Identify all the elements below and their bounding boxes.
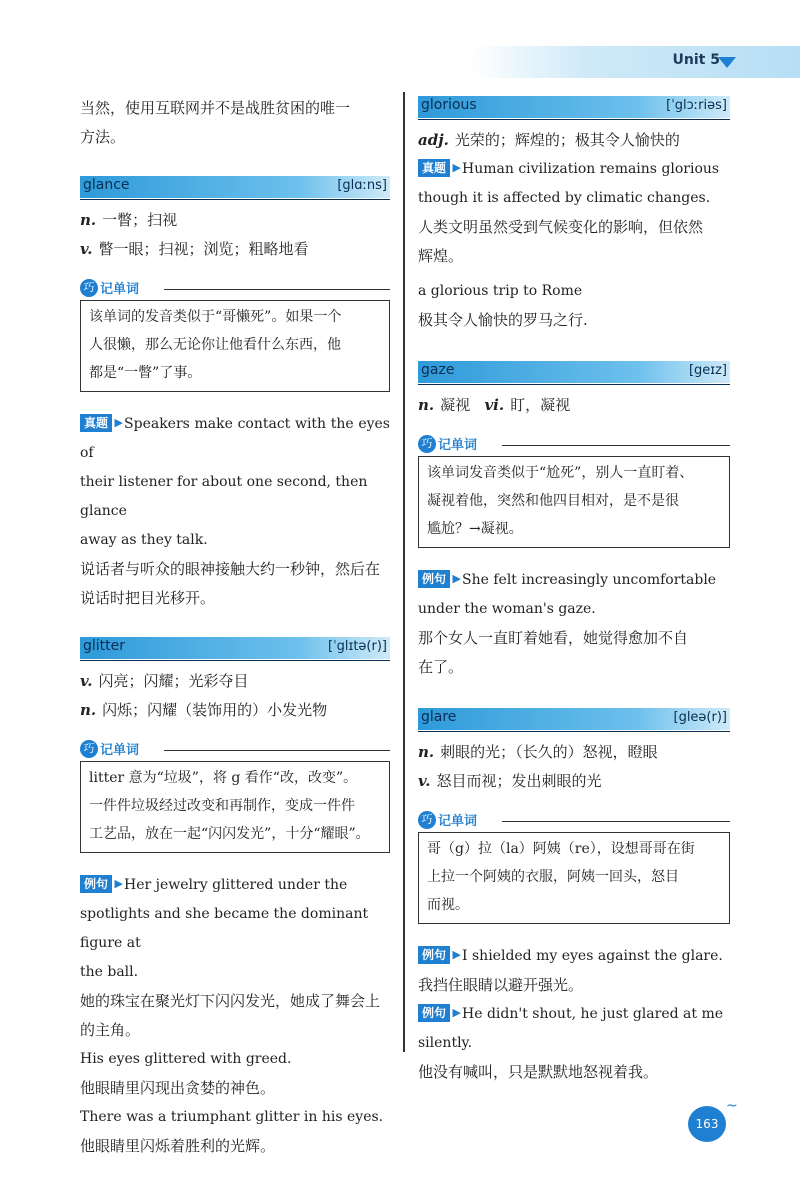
- part-of-speech: v.: [418, 772, 431, 790]
- phonetic: [ˈglɪtə(r)]: [328, 639, 387, 654]
- intro-line: 当然，使用互联网并不是战胜贫困的唯一: [80, 99, 351, 117]
- memory-tip: [418, 810, 730, 924]
- example-zh: 他没有喊叫，只是默默地怒视着我。: [418, 1063, 659, 1081]
- definition-text: 盯，凝视: [510, 396, 571, 414]
- memo-badge-icon: 巧: [418, 811, 436, 829]
- headword-glitter: [80, 637, 390, 659]
- memo-title-rule: [164, 289, 390, 290]
- example-en: though it is affected by climatic changes.: [418, 190, 711, 206]
- part-of-speech: n.: [80, 701, 97, 719]
- definition-text: 凝视: [440, 396, 471, 414]
- memo-line: 一件件垃圾经过改变和再制作，变成一件件: [89, 798, 355, 814]
- headword-glare: [418, 708, 730, 730]
- definition-text: 怒目而视；发出刺眼的光: [436, 772, 602, 790]
- example-text: He didn't shout, he just glared at me: [462, 1006, 724, 1022]
- memo-badge-icon: 巧: [80, 740, 98, 758]
- memo-line: 哥（g）拉（la）阿姨（re），设想哥哥在街: [427, 841, 695, 857]
- memo-title-text: 记单词: [438, 814, 478, 829]
- definition-text: 刺眼的光；（长久的）怒视，瞪眼: [440, 743, 658, 761]
- exam-tag: 真题 ▶: [80, 414, 112, 432]
- memo-line: 都是“一瞥”了事。: [89, 365, 202, 381]
- headword-text: glitter: [83, 638, 126, 654]
- headword-text: glance: [83, 177, 130, 193]
- headword-glorious: [418, 96, 730, 118]
- headword-gaze: [418, 361, 730, 383]
- memo-line: 而视。: [427, 897, 469, 913]
- definition: [80, 667, 390, 696]
- example-zh: 在了。: [418, 658, 464, 676]
- memory-tip: [418, 434, 730, 548]
- headword-text: glorious: [421, 97, 477, 113]
- column-divider: [403, 92, 405, 1052]
- example-tag: 例句 ▶: [418, 1004, 450, 1022]
- page-number: 163: [688, 1106, 726, 1142]
- memo-title-text: 记单词: [438, 438, 478, 453]
- example-text: Her jewelry glittered under the: [124, 877, 348, 893]
- example-zh: 辉煌。: [418, 247, 464, 265]
- headword-text: gaze: [421, 362, 455, 378]
- memory-tip-title: [418, 810, 730, 832]
- example-tag: 例句 ▶: [418, 570, 450, 588]
- left-column: [80, 94, 390, 1161]
- phonetic: [ˈglɔːriəs]: [666, 98, 727, 113]
- example-zh: 她的珠宝在聚光灯下闪闪发光，她成了舞会上: [80, 992, 381, 1010]
- example-en: [418, 155, 730, 184]
- memo-line: 人很懒，那么无论你让他看什么东西，他: [89, 337, 341, 353]
- example-text: Human civilization remains glorious: [462, 161, 720, 177]
- part-of-speech: n.: [418, 743, 435, 761]
- definition-text: 瞥一眼；扫视；浏览；粗略地看: [98, 240, 309, 258]
- memory-tip-box: [418, 456, 730, 548]
- example-en: There was a triumphant glitter in his eyes.: [80, 1109, 384, 1125]
- phrase-en: a glorious trip to Rome: [418, 283, 583, 299]
- phonetic: [gleə(r)]: [673, 710, 727, 725]
- example-tag: 例句 ▶: [418, 946, 450, 964]
- example-zh: 他眼睛里闪现出贪婪的神色。: [80, 1079, 276, 1097]
- memo-title-rule: [502, 821, 730, 822]
- example-en: [80, 871, 390, 900]
- unit-header-tab: [470, 46, 800, 78]
- definition: [80, 206, 390, 235]
- unit-chevron-icon: [718, 57, 736, 68]
- example-en: silently.: [418, 1035, 473, 1051]
- part-of-speech: vi.: [484, 396, 505, 414]
- definition: [418, 126, 730, 155]
- memory-tip: [80, 278, 390, 392]
- example-en: [418, 942, 730, 971]
- definition-text: 闪烁；闪耀（装饰用的）小发光物: [102, 701, 328, 719]
- definition-text: 一瞥；扫视: [102, 211, 178, 229]
- intro-line: 方法。: [80, 128, 126, 146]
- headword-text: glare: [421, 709, 457, 725]
- part-of-speech: v.: [80, 240, 93, 258]
- memo-line: 该单词发音类似于“尬死”，别人一直盯着、: [427, 465, 694, 481]
- definition: [418, 738, 730, 767]
- phonetic: [glɑːns]: [337, 178, 387, 193]
- memo-title-rule: [502, 445, 730, 446]
- example-text: Speakers make contact with the eyes of: [80, 416, 390, 461]
- example-tag: 例句 ▶: [80, 875, 112, 893]
- definition-text: 光荣的；辉煌的；极其令人愉快的: [454, 131, 680, 149]
- memo-title-rule: [164, 750, 390, 751]
- example-zh: 的主角。: [80, 1021, 141, 1039]
- memory-tip-box: [80, 761, 390, 853]
- example-en: [80, 410, 390, 468]
- example-zh: 说话时把目光移开。: [80, 589, 216, 607]
- memory-tip-box: [418, 832, 730, 924]
- phonetic: [geɪz]: [688, 363, 727, 378]
- memo-line: 尴尬？→凝视。: [427, 521, 523, 537]
- definition: [80, 696, 390, 725]
- example-text: She felt increasingly uncomfortable: [462, 572, 717, 588]
- headword-glance: [80, 176, 390, 198]
- example-en: the ball.: [80, 964, 139, 980]
- example-en: [418, 1000, 730, 1029]
- phrase-zh: 极其令人愉快的罗马之行.: [418, 311, 588, 329]
- example-zh: 那个女人一直盯着她看，她觉得愈加不自: [418, 629, 689, 647]
- memory-tip-title: [80, 739, 390, 761]
- part-of-speech: adj.: [418, 131, 449, 149]
- example-en: His eyes glittered with greed.: [80, 1051, 292, 1067]
- example-en: spotlights and she became the dominant figure at: [80, 906, 369, 951]
- memory-tip-box: [80, 300, 390, 392]
- part-of-speech: v.: [80, 672, 93, 690]
- memo-line: 该单词的发音类似于“哥懒死”。如果一个: [89, 309, 342, 325]
- part-of-speech: n.: [418, 396, 435, 414]
- example-text: I shielded my eyes against the glare.: [462, 948, 723, 964]
- memo-line: 上拉一个阿姨的衣服，阿姨一回头，怒目: [427, 869, 679, 885]
- memory-tip-title: [418, 434, 730, 456]
- definition: [418, 767, 730, 796]
- example-en: [418, 566, 730, 595]
- memo-title-text: 记单词: [100, 743, 140, 758]
- example-en: their listener for about one second, then glance: [80, 474, 368, 519]
- page-number-swoosh-icon: ~: [726, 1098, 738, 1114]
- example-zh: 我挡住眼睛以避开强光。: [418, 976, 584, 994]
- memo-line: 凝视着他，突然和他四目相对，是不是很: [427, 493, 679, 509]
- example-zh: 说话者与听众的眼神接触大约一秒钟，然后在: [80, 560, 381, 578]
- definition: [418, 391, 730, 420]
- memo-badge-icon: 巧: [418, 435, 436, 453]
- example-en: under the woman's gaze.: [418, 601, 596, 617]
- part-of-speech: n.: [80, 211, 97, 229]
- unit-label: Unit 5: [672, 52, 720, 68]
- memo-title-text: 记单词: [100, 282, 140, 297]
- memo-badge-icon: 巧: [80, 279, 98, 297]
- example-en: away as they talk.: [80, 532, 208, 548]
- exam-tag: 真题 ▶: [418, 159, 450, 177]
- memo-line: 工艺品，放在一起“闪闪发光”，十分“耀眼”。: [89, 826, 370, 842]
- definition: [80, 235, 390, 264]
- example-zh: 他眼睛里闪烁着胜利的光辉。: [80, 1137, 276, 1155]
- memory-tip-title: [80, 278, 390, 300]
- memory-tip: [80, 739, 390, 853]
- right-column: [418, 94, 730, 1087]
- memo-line: litter 意为“垃圾”，将 g 看作“改，改变”。: [89, 770, 358, 786]
- definition-text: 闪亮；闪耀；光彩夺目: [98, 672, 249, 690]
- example-zh: 人类文明虽然受到气候变化的影响，但依然: [418, 218, 704, 236]
